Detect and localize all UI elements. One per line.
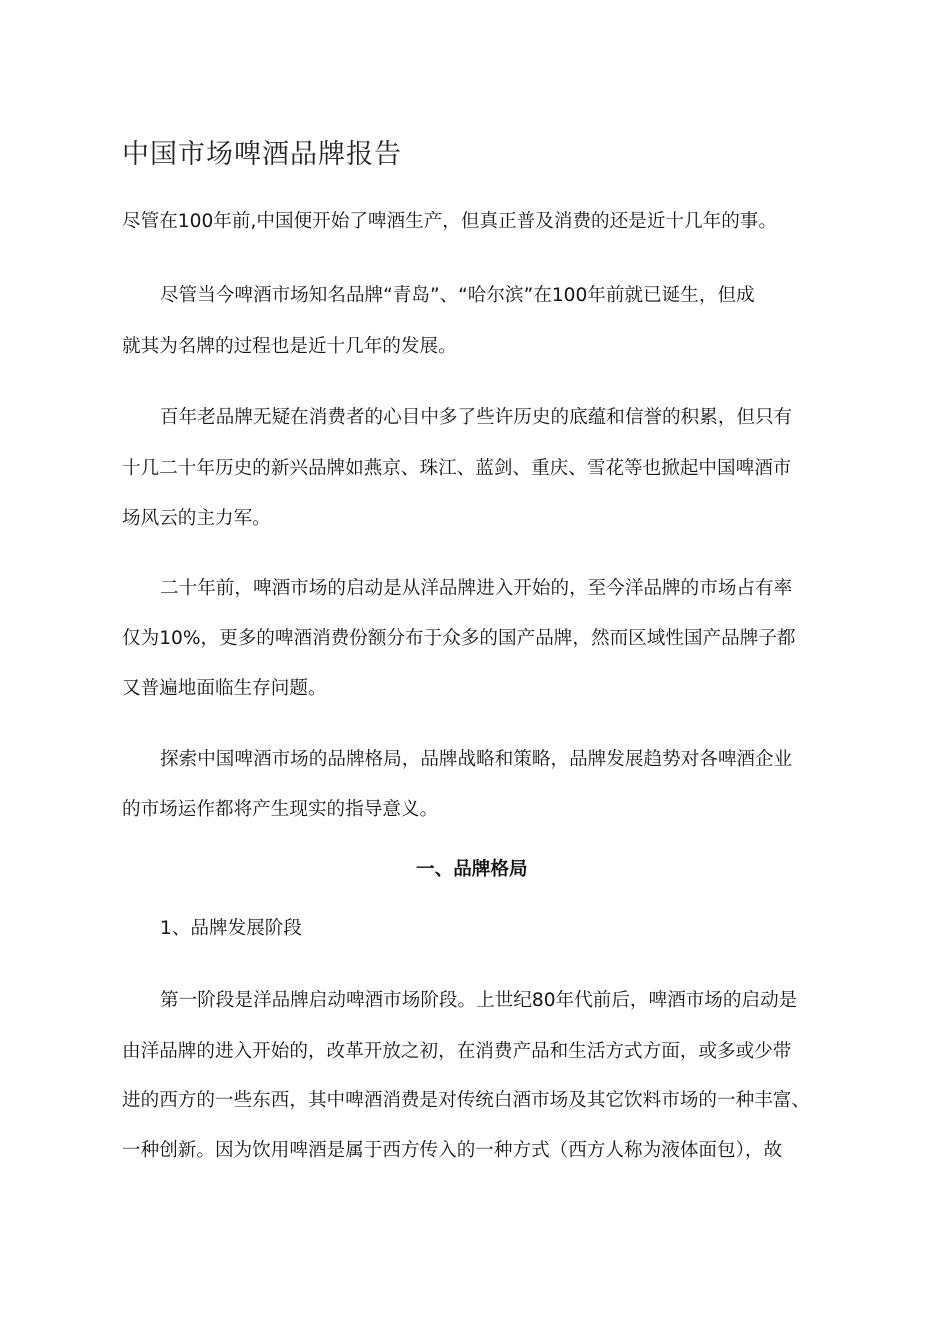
section-heading: 一、品牌格局: [416, 859, 528, 880]
paragraph-2-line-2: 就其为名牌的过程也是近十几年的发展。: [122, 336, 457, 357]
paragraph-5-line-2: 的市场运作都将产生现实的指导意义。: [122, 799, 439, 820]
paragraph-4-line-3: 又普遍地面临生存问题。: [122, 678, 327, 699]
paragraph-6-line-2: 由洋品牌的进入开始的，改革开放之初，在消费产品和生活方式方面，或多或少带: [122, 1041, 792, 1062]
document-title: 中国市场啤酒品牌报告: [122, 139, 402, 170]
paragraph-6-line-4: 一种创新。因为饮用啤酒是属于西方传入的一种方式（西方人称为液体面包），故: [122, 1140, 783, 1161]
paragraph-6-line-3: 进的西方的一些东西，其中啤酒消费是对传统白酒市场及其它饮料市场的一种丰富、: [122, 1090, 810, 1111]
paragraph-4-line-2: 仅为10%，更多的啤酒消费份额分布于众多的国产品牌，然而区域性国产品牌子都: [122, 628, 796, 649]
subheading: 1、品牌发展阶段: [160, 918, 302, 939]
paragraph-2-line-1: 尽管当今啤酒市场知名品牌“青岛”、“哈尔滨”在100年前就已诞生，但成: [160, 285, 755, 306]
paragraph-3-line-2: 十几二十年历史的新兴品牌如燕京、珠江、蓝剑、重庆、雪花等也掀起中国啤酒市: [122, 458, 792, 479]
paragraph-3-line-1: 百年老品牌无疑在消费者的心目中多了些许历史的底蕴和信誉的积累，但只有: [160, 407, 793, 428]
paragraph-3-line-3: 场风云的主力军。: [122, 508, 271, 529]
paragraph-1-line-1: 尽管在100年前,中国便开始了啤酒生产，但真正普及消费的还是近十几年的事。: [122, 211, 777, 232]
paragraph-6-line-1: 第一阶段是洋品牌启动啤酒市场阶段。上世纪80年代前后，啤酒市场的启动是: [160, 990, 798, 1011]
paragraph-5-line-1: 探索中国啤酒市场的品牌格局，品牌战略和策略，品牌发展趋势对各啤酒企业: [160, 749, 793, 770]
paragraph-4-line-1: 二十年前，啤酒市场的启动是从洋品牌进入开始的，至今洋品牌的市场占有率: [160, 578, 793, 599]
